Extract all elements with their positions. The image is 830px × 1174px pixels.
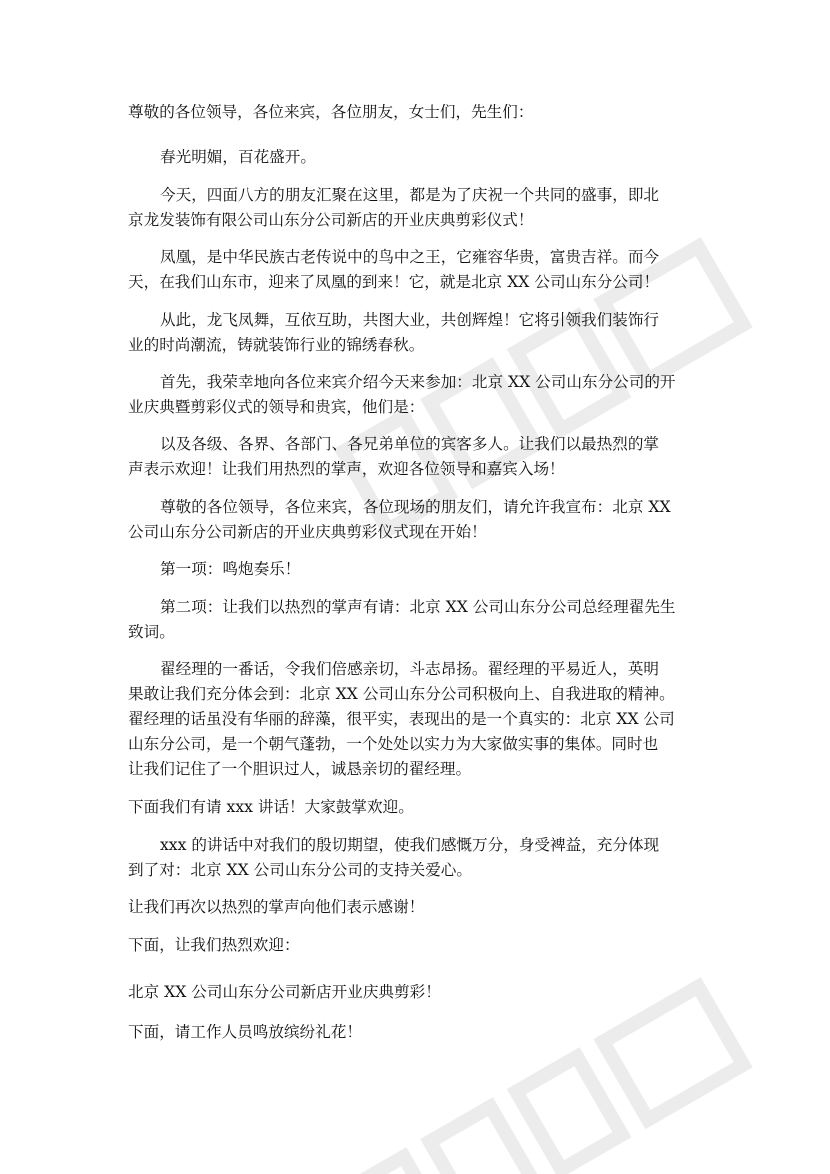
paragraph-thanks: [128, 895, 708, 920]
text-line: 到了对：北京 XX 公司山东分公司的支持关爱心。: [128, 861, 472, 879]
text-line: 山东分公司，是一个朝气蓬勃，一个处处以实力为大家做实事的集体。同时也: [128, 735, 659, 753]
paragraph-introduction: [128, 370, 708, 420]
text-line: 下面我们有请 xxx 讲话！大家鼓掌欢迎。: [128, 798, 414, 816]
text-line: 果敢让我们充分体会到：北京 XX 公司山东分公司积极向上、自我进取的精神。: [128, 685, 675, 703]
text-line: 京龙发装饰有限公司山东分公司新店的开业庆典剪彩仪式！: [128, 211, 534, 229]
text-line: 首先，我荣幸地向各位来宾介绍今天来参加：北京 XX 公司山东分公司的开: [160, 373, 676, 391]
text-line: 让我们记住了一个胆识过人，诚恳亲切的翟经理。: [128, 760, 472, 778]
text-line: 第一项：鸣炮奏乐！: [160, 560, 301, 578]
paragraph-fireworks: [128, 1020, 708, 1045]
text-line: 声表示欢迎！让我们用热烈的掌声，欢迎各位领导和嘉宾入场！: [128, 460, 565, 478]
paragraph-dragon: [128, 308, 708, 358]
text-line: 从此，龙飞凤舞，互依互助，共图大业，共创辉煌！它将引领我们装饰行: [160, 311, 660, 329]
text-line: 今天，四面八方的朋友汇聚在这里，都是为了庆祝一个共同的盛事，即北: [160, 186, 660, 204]
text-line: 让我们再次以热烈的掌声向他们表示感谢！: [128, 898, 425, 916]
text-line: 公司山东分公司新店的开业庆典剪彩仪式现在开始！: [128, 523, 487, 541]
paragraph-welcome: [128, 933, 708, 958]
paragraph-next-speaker: [128, 795, 708, 820]
text-line: 尊敬的各位领导，各位来宾，各位朋友，女士们，先生们：: [128, 103, 534, 121]
watermark-graphic-bottom: [314, 942, 785, 1174]
paragraph-manager-speech: [128, 657, 708, 782]
text-line: 天，在我们山东市，迎来了凤凰的到来！它，就是北京 XX 公司山东分公司！: [128, 273, 660, 291]
text-line: xxx 的讲话中对我们的殷切期望，使我们感慨万分，身受裨益，充分体现: [160, 836, 660, 854]
text-line: 翟经理的一番话，令我们倍感亲切，斗志昂扬。翟经理的平易近人，英明: [160, 660, 660, 678]
paragraph-item-two: [128, 595, 708, 645]
paragraph-salutation: [128, 100, 708, 125]
text-line: 下面，让我们热烈欢迎：: [128, 936, 300, 954]
paragraph-today: [128, 183, 708, 233]
paragraph-phoenix: [128, 245, 708, 295]
text-line: 业庆典暨剪彩仪式的领导和贵宾，他们是：: [128, 398, 425, 416]
paragraph-ribbon-cutting: [128, 980, 708, 1005]
paragraph-guests: [128, 432, 708, 482]
text-line: 北京 XX 公司山东分公司新店开业庆典剪彩！: [128, 983, 441, 1001]
text-line: 致词。: [128, 623, 175, 641]
paragraph-opening: [160, 145, 740, 170]
paragraph-item-one: [160, 557, 740, 582]
text-line: 第二项：让我们以热烈的掌声有请：北京 XX 公司山东分公司总经理翟先生: [160, 598, 676, 616]
text-line: 春光明媚，百花盛开。: [160, 148, 316, 166]
paragraph-speaker-reflection: [128, 833, 708, 883]
text-line: 尊敬的各位领导，各位来宾，各位现场的朋友们，请允许我宣布：北京 XX: [160, 498, 671, 516]
text-line: 业的时尚潮流，铸就装饰行业的锦绣春秋。: [128, 336, 425, 354]
text-line: 翟经理的话虽没有华丽的辞藻，很平实，表现出的是一个真实的：北京 XX 公司: [128, 710, 675, 728]
text-line: 下面，请工作人员鸣放缤纷礼花！: [128, 1023, 362, 1041]
text-line: 凤凰，是中华民族古老传说中的鸟中之王，它雍容华贵，富贵吉祥。而今: [160, 248, 660, 266]
paragraph-announcement: [128, 495, 708, 545]
text-line: 以及各级、各界、各部门、各兄弟单位的宾客多人。让我们以最热烈的掌: [160, 435, 660, 453]
